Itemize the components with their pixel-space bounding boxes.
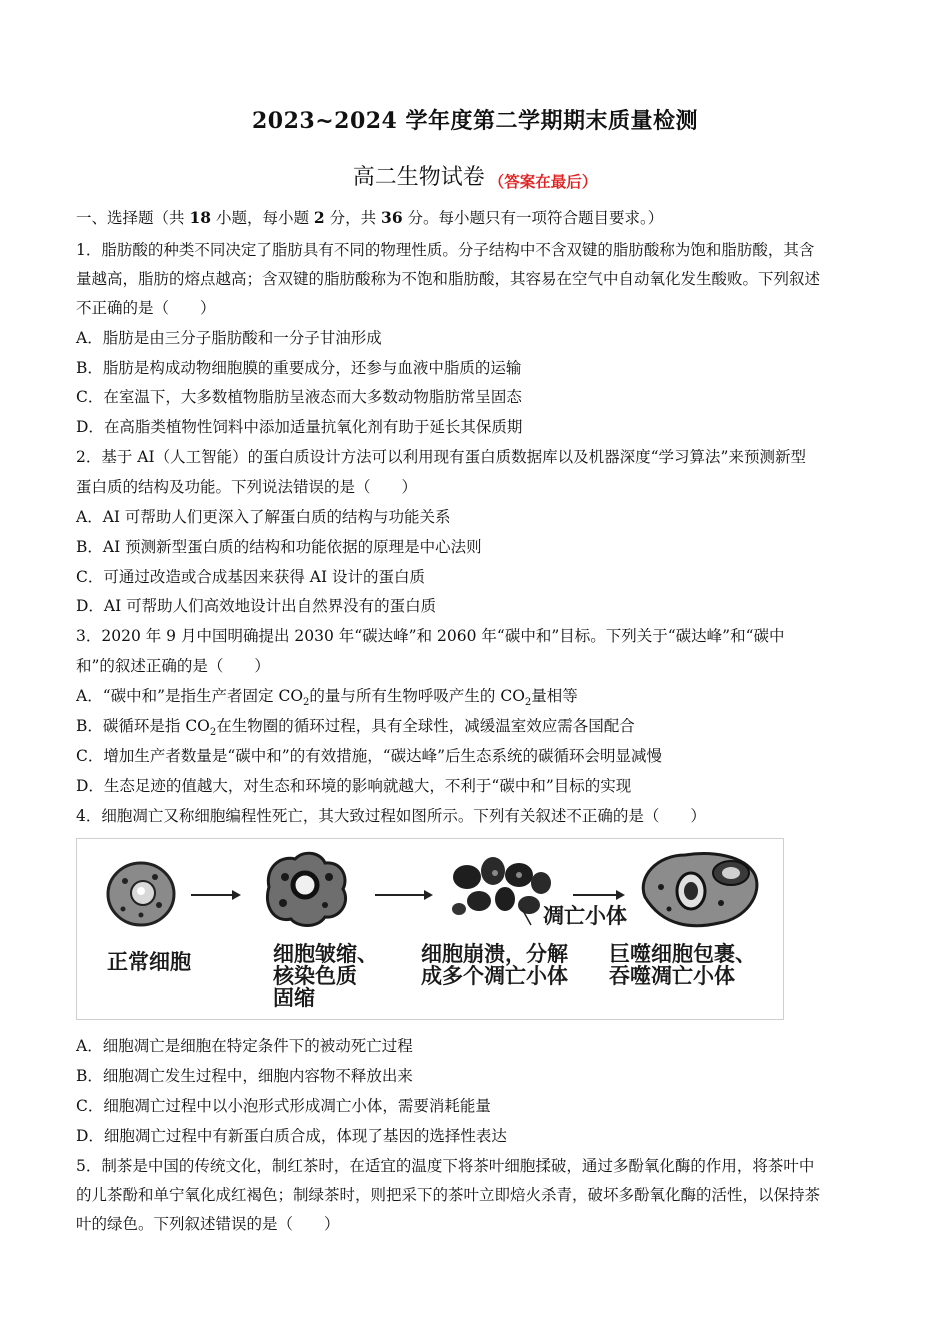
exam-subtitle [0,160,950,192]
subject-title: 高二生物试卷 [352,165,485,190]
caption-apoptotic-body-label: 凋亡小体 [543,904,627,928]
q1-option-c: C．在室温下，大多数植物脂肪呈液态而大多数动物脂肪常呈固态 [76,388,522,406]
q1-stem-line1: 1．脂肪酸的种类不同决定了脂肪具有不同的物理性质。分子结构中不含双键的脂肪酸称为饱和脂肪酸，其含 [76,241,815,259]
caption-collapse: 细胞崩溃，分解 成多个凋亡小体 [421,942,568,988]
q1-option-a: A．脂肪是由三分子脂肪酸和一分子甘油形成 [76,329,382,347]
q3-stem-line2: 和”的叙述正确的是（ ） [76,657,270,675]
q5-stem-line2: 的儿茶酚和单宁氧化成红褐色；制绿茶时，则把采下的茶叶立即焙火杀青，破坏多酚氧化酶的活性，以保持茶 [76,1186,821,1204]
q1-option-d: D．在高脂类植物性饲料中添加适量抗氧化剂有助于延长其保质期 [76,418,523,436]
q4-option-b: B．细胞凋亡发生过程中，细胞内容物不释放出来 [76,1067,413,1085]
q2-stem-line1: 2．基于 AI（人工智能）的蛋白质设计方法可以利用现有蛋白质数据库以及机器深度“学习算法”来预测新型 [76,448,806,466]
caption-normal-cell: 正常细胞 [107,950,191,974]
q1-option-b: B．脂肪是构成动物细胞膜的重要成分，还参与血液中脂质的运输 [76,359,522,377]
q1-stem-line2: 量越高，脂肪的熔点越高；含双键的脂肪酸称为不饱和脂肪酸，其容易在空气中自动氧化发生酸败。下列叙述 [76,270,821,288]
q2-option-d: D．AI 可帮助人们高效地设计出自然界没有的蛋白质 [76,597,437,615]
q1-stem-line3: 不正确的是（ ） [76,299,216,317]
exam-title: 2023~2024 学年度第二学期期末质量检测 [251,108,699,134]
arrow-2 [375,894,425,896]
arrow-3 [573,894,617,896]
q4-option-c: C．细胞凋亡过程中以小泡形式形成凋亡小体，需要消耗能量 [76,1097,491,1115]
apoptotic-bodies-image [445,849,557,929]
section-heading: 一、选择题（共 18 小题，每小题 2 分，共 36 分。每小题只有一项符合题目要求。） [76,208,664,227]
arrow-1 [191,894,233,896]
q3-option-a: A．“碳中和”是指生产者固定 $CO_2$的量与所有生物呼吸产生的 $CO_2$量相等 [76,687,578,708]
apoptosis-figure [76,838,784,1020]
q2-option-c: C．可通过改造或合成基因来获得 AI 设计的蛋白质 [76,568,426,586]
q3-stem-line1: 3．2020 年 9 月中国明确提出 2030 年“碳达峰”和 2060 年“碳中和”目标。下列关于“碳达峰”和“碳中 [76,627,785,645]
arrow-3-head [616,890,625,900]
q4-option-d: D．细胞凋亡过程中有新蛋白质合成，体现了基因的选择性表达 [76,1127,507,1145]
q4-stem: 4．细胞凋亡又称细胞编程性死亡，其大致过程如图所示。下列有关叙述不正确的是（ ） [76,807,706,825]
q3-option-c: C．增加生产者数量是“碳中和”的有效措施，“碳达峰”后生态系统的碳循环会明显减慢 [76,747,663,765]
answer-note: （答案在最后） [488,172,598,191]
q4-option-a: A．细胞凋亡是细胞在特定条件下的被动死亡过程 [76,1037,413,1055]
q5-stem-line1: 5．制茶是中国的传统文化，制红茶时，在适宜的温度下将茶叶细胞揉破，通过多酚氧化酶的作用，将茶叶中 [76,1157,815,1175]
q2-stem-line2: 蛋白质的结构及功能。下列说法错误的是（ ） [76,478,418,496]
q3-option-d: D．生态足迹的值越大，对生态和环境的影响就越大，不利于“碳中和”目标的实现 [76,777,632,795]
arrow-2-head [424,890,433,900]
normal-cell-image [105,859,177,929]
caption-engulf: 巨噬细胞包裹、 吞噬凋亡小体 [609,942,756,988]
caption-shrinking: 细胞皱缩、 核染色质 固缩 [273,942,378,1010]
macrophage-image [633,847,763,931]
q5-stem-line3: 叶的绿色。下列叙述错误的是（ ） [76,1215,340,1233]
shrinking-cell-image [259,847,351,931]
q3-option-b: B．碳循环是指 $CO_2$在生物圈的循环过程，具有全球性，减缓温室效应需各国配合 [76,717,635,738]
q2-option-a: A．AI 可帮助人们更深入了解蛋白质的结构与功能关系 [76,508,451,526]
arrow-1-head [232,890,241,900]
q2-option-b: B．AI 预测新型蛋白质的结构和功能依据的原理是中心法则 [76,538,482,556]
